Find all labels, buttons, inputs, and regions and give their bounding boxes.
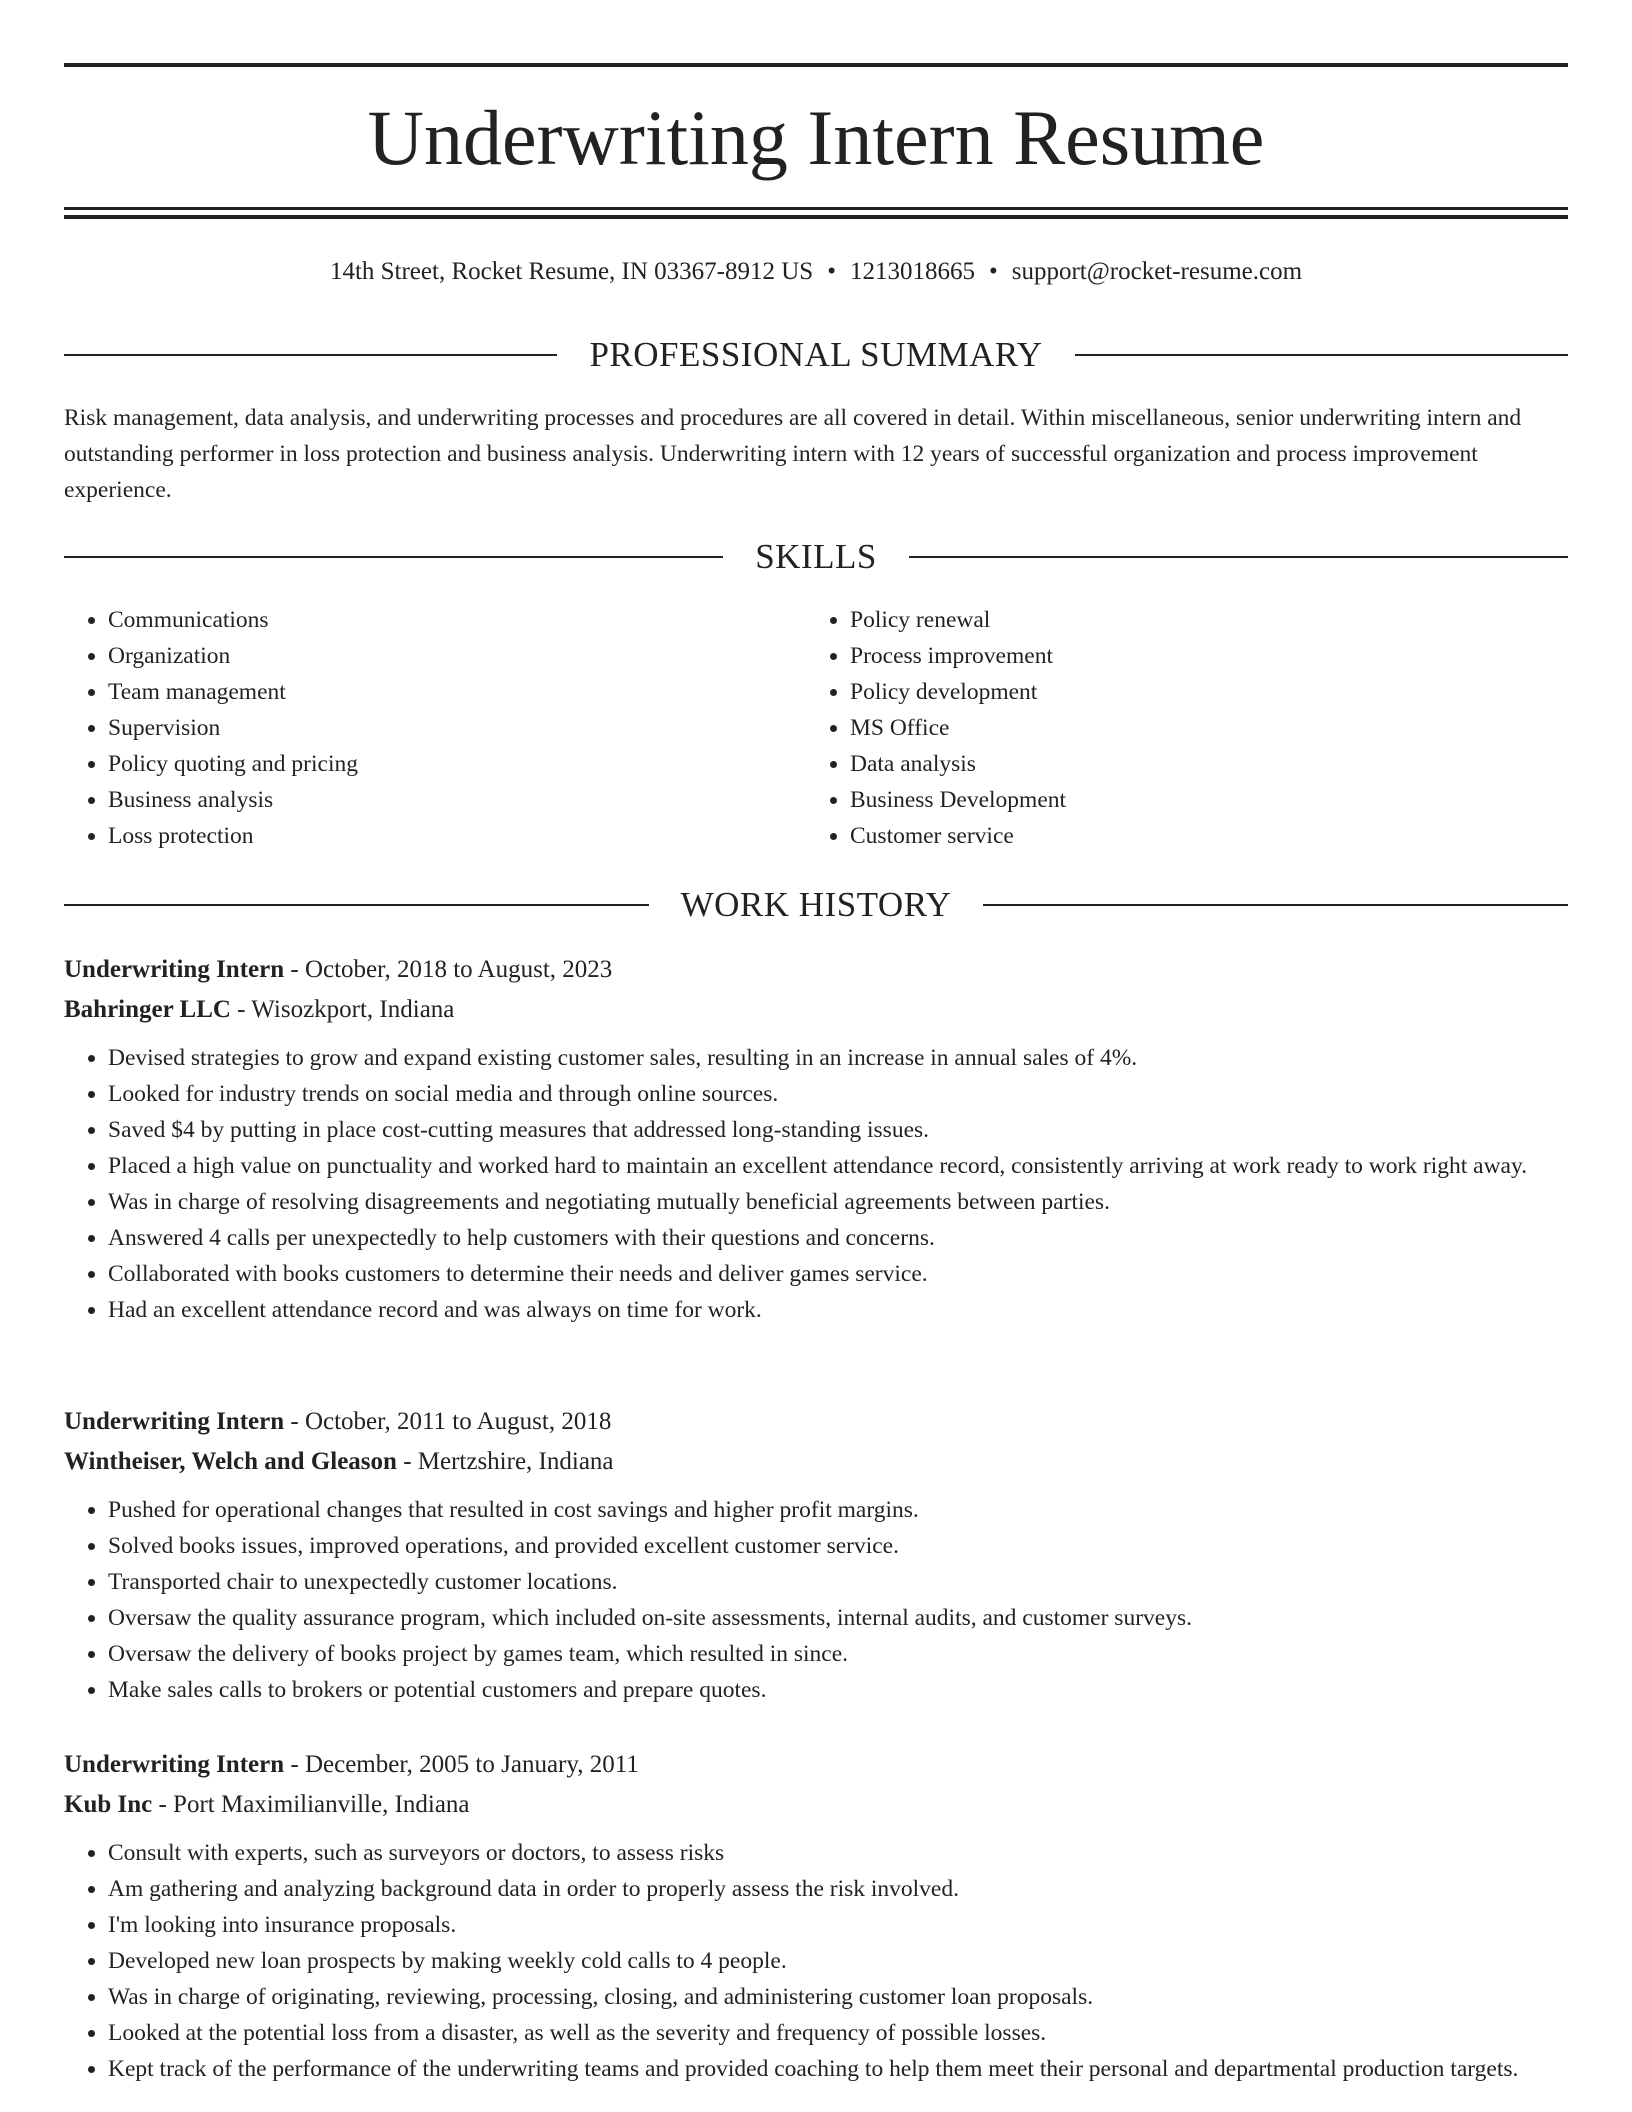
job-dates: - December, 2005 to January, 2011 <box>284 1751 639 1778</box>
job-bullet: • Answered 4 calls per unexpectedly to help customers with their questions and concerns. <box>108 1220 1568 1256</box>
job-bullet: • Was in charge of originating, reviewing, processing, closing, and administering customer loan proposals. <box>108 1979 1568 2015</box>
skills-column-left <box>64 602 806 854</box>
section-heading-summary <box>64 333 1568 377</box>
job-bullet: • Was in charge of resolving disagreements and negotiating mutually beneficial agreements between parties. <box>108 1184 1568 1220</box>
job-entry <box>64 1402 1568 1708</box>
contact-phone: 1213018665 <box>849 258 975 285</box>
skill-item: • Team management <box>108 674 806 710</box>
section-title-summary: PROFESSIONAL SUMMARY <box>589 335 1043 374</box>
contact-separator: • <box>988 258 998 285</box>
heading-rule-left <box>64 556 723 558</box>
skill-item: • Policy renewal <box>850 602 1548 638</box>
job-company: Wintheiser, Welch and Gleason <box>64 1448 397 1475</box>
job-bullet: • Developed new loan prospects by making weekly cold calls to 4 people. <box>108 1943 1568 1979</box>
skill-item: • Organization <box>108 638 806 674</box>
heading-rule-right <box>1075 354 1568 356</box>
skill-item: • Process improvement <box>850 638 1548 674</box>
header-top-rule <box>64 63 1568 67</box>
skill-item: • Business analysis <box>108 782 806 818</box>
job-dates: - October, 2011 to August, 2018 <box>284 1408 612 1435</box>
job-bullet: • Collaborated with books customers to determine their needs and deliver games service. <box>108 1256 1568 1292</box>
job-bullet: • Saved $4 by putting in place cost-cutting measures that addressed long-standing issues. <box>108 1112 1568 1148</box>
skill-item: • Supervision <box>108 710 806 746</box>
job-bullets <box>64 1040 1568 1328</box>
contact-line <box>64 252 1568 292</box>
section-title-skills: SKILLS <box>755 537 877 576</box>
job-bullet: • Oversaw the quality assurance program, which included on-site assessments, internal audits, and customer surveys. <box>108 1600 1568 1636</box>
job-entry <box>64 950 1568 1328</box>
job-bullets <box>64 1492 1568 1708</box>
heading-rule-right <box>983 904 1568 906</box>
job-bullet: • Had an excellent attendance record and was always on time for work. <box>108 1292 1568 1328</box>
skill-item: • Business Development <box>850 782 1548 818</box>
skills-list <box>64 602 1568 854</box>
job-title: Underwriting Intern <box>64 956 285 983</box>
skill-item: • Policy development <box>850 674 1548 710</box>
job-bullet: • Looked at the potential loss from a disaster, as well as the severity and frequency of possible losses. <box>108 2015 1568 2051</box>
job-bullet: • Make sales calls to brokers or potential customers and prepare quotes. <box>108 1672 1568 1708</box>
skill-item: • Loss protection <box>108 818 806 854</box>
job-title-line <box>64 1402 1568 1442</box>
job-bullet: • Devised strategies to grow and expand existing customer sales, resulting in an increase in annual sales of 4%. <box>108 1040 1568 1076</box>
job-location: - Wisozkport, Indiana <box>230 996 455 1023</box>
job-entry <box>64 1745 1568 2087</box>
header-bottom-rule-upper <box>64 207 1568 210</box>
skill-item: • Policy quoting and pricing <box>108 746 806 782</box>
skill-item: • MS Office <box>850 710 1548 746</box>
heading-rule-left <box>64 904 649 906</box>
job-dates: - October, 2018 to August, 2023 <box>284 956 613 983</box>
job-title-line <box>64 950 1568 990</box>
job-bullet: • I'm looking into insurance proposals. <box>108 1907 1568 1943</box>
heading-rule-left <box>64 354 557 356</box>
job-bullet: • Consult with experts, such as surveyors or doctors, to assess risks <box>108 1835 1568 1871</box>
job-bullet: • Transported chair to unexpectedly customer locations. <box>108 1564 1568 1600</box>
job-bullet: • Looked for industry trends on social media and through online sources. <box>108 1076 1568 1112</box>
skill-item: • Data analysis <box>850 746 1548 782</box>
job-title: Underwriting Intern <box>64 1408 285 1435</box>
job-title: Underwriting Intern <box>64 1751 285 1778</box>
header-bottom-rule-lower <box>64 215 1568 219</box>
contact-address: 14th Street, Rocket Resume, IN 03367-8912 US <box>329 258 814 285</box>
section-heading-work <box>64 883 1568 927</box>
job-title-line <box>64 1745 1568 1785</box>
contact-separator: • <box>827 258 836 285</box>
section-heading-skills <box>64 535 1568 579</box>
skill-item: • Communications <box>108 602 806 638</box>
skill-item: • Customer service <box>850 818 1548 854</box>
skills-column-right <box>806 602 1548 854</box>
heading-rule-right <box>909 556 1568 558</box>
job-bullet: • Pushed for operational changes that resulted in cost savings and higher profit margins. <box>108 1492 1568 1528</box>
job-location: - Mertzshire, Indiana <box>396 1448 614 1475</box>
job-bullet: • Kept track of the performance of the underwriting teams and provided coaching to help them meet their personal and departmental production targets. <box>108 2051 1568 2087</box>
section-title-work: WORK HISTORY <box>680 885 952 924</box>
contact-email[interactable]: support@rocket-resume.com <box>1011 258 1303 285</box>
job-company-line <box>64 1785 1568 1825</box>
job-company-line <box>64 1442 1568 1482</box>
job-company: Bahringer LLC <box>64 996 231 1023</box>
job-bullet: • Am gathering and analyzing background data in order to properly assess the risk involved. <box>108 1871 1568 1907</box>
job-bullet: • Solved books issues, improved operations, and provided excellent customer service. <box>108 1528 1568 1564</box>
job-company: Kub Inc <box>64 1791 153 1818</box>
resume-title: Underwriting Intern Resume <box>367 94 1265 181</box>
job-company-line <box>64 990 1568 1030</box>
job-bullet: • Oversaw the delivery of books project by games team, which resulted in since. <box>108 1636 1568 1672</box>
job-location: - Port Maximilianville, Indiana <box>152 1791 470 1818</box>
job-bullets <box>64 1835 1568 2087</box>
job-bullet: • Placed a high value on punctuality and worked hard to maintain an excellent attendance record, consistently arriving at work ready to work right away. <box>108 1148 1568 1184</box>
summary-text: Risk management, data analysis, and underwriting processes and procedures are all covered in detail. Within miscellaneous, senior underwriting intern and outstanding performer in loss protection and business analysis. Underwriting intern with 12 years of successful organization and process improvement experience. <box>64 405 1522 503</box>
